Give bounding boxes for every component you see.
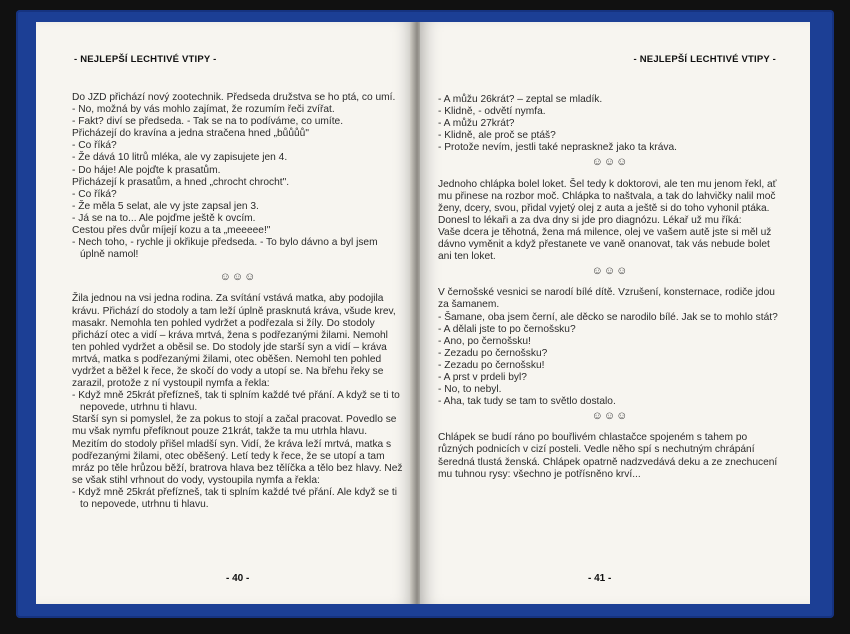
text-line: - No, možná by vás mohlo zajímat, že rozumím řeči zvířat. bbox=[72, 104, 335, 116]
smiley-separator: ☺☺☺ bbox=[591, 410, 629, 423]
left-page bbox=[36, 22, 414, 604]
text-line: - Fakt? diví se předseda. - Tak se na to podíváme, co umíte. bbox=[72, 116, 344, 128]
text-line: - A prst v prdeli byl? bbox=[438, 371, 527, 383]
text-paragraph: Jednoho chlápka bolel loket. Šel tedy k doktorovi, ale ten mu jenom řekl, ať mu přinese na rozbor moč. Chlápka to naštvala, a tak do lahvičky nalil moč ženy, dcery, svou, přidal vyjetý olej z auta a ještě si do toho vyhonil ptáka. Donesl to lékaři a za dva dny si jde pro diagnózu. Lékař už mu říká: bbox=[438, 178, 777, 226]
left-page-text bbox=[72, 92, 404, 511]
text-line: Cestou přes dvůr míjejí kozu a ta „meeeee!" bbox=[72, 225, 271, 237]
right-page-header: - NEJLEPŠÍ LECHTIVÉ VTIPY - bbox=[633, 54, 776, 65]
text-line: - Zezadu po černošsku? bbox=[438, 347, 548, 359]
text-line: - Klidně, - odvětí nymfa. bbox=[438, 106, 546, 118]
text-line: - No, to nebyl. bbox=[438, 384, 502, 396]
text-line: - Že měla 5 selat, ale vy jste zapsal jen 3. bbox=[72, 200, 259, 212]
text-paragraph: Chlápek se budí ráno po bouřlivém chlastačce spojeném s tahem po různých podnicích v cizí posteli. Vedle něho spí s nechutným chrápání šeredná tlustá ženská. Chlápek opatrně nadzvedává deku a ze znechucení mu tuhnou rysy: všechno je potřísněno krví... bbox=[438, 432, 778, 480]
text-paragraph: Žila jednou na vsi jedna rodina. Za svítání vstává matka, aby podojila krávu. Přichází do stodoly a tam leží úplně prasknutá kráva, všude krev, masakr. Nemohla ten pohled vydržet a podřezala si žíly. Do stodoly přichází otec a vidí – kráva mrtvá, žena s podřezanými žilami. Nemohl ten pohled vydržet a oběsil se. Do stodoly jde starší syn a vidí – kráva mrtvá, matka s podřezanými žilami, otec oběšen. Nemohl ten pohled vydržet a běžel k řece, že skočí do vody a utopí se. Na břehu řeky se zarazil, protože z ní vystoupil nymfa a řekla: bbox=[72, 293, 396, 390]
right-page bbox=[420, 22, 810, 604]
text-line: - Zezadu po černošsku! bbox=[438, 359, 545, 371]
text-line: - Když mně 25krát přefízneš, tak ti splním každé tvé přání. Ale když se ti to nepovede, utrhnu ti hlavu. bbox=[72, 486, 398, 510]
text-line: - Klidně, ale proč se ptáš? bbox=[438, 130, 556, 142]
text-line: - Co říká? bbox=[72, 188, 117, 200]
text-line: - Ano, po černošsku! bbox=[438, 335, 531, 347]
text-line: - A můžu 26krát? – zeptal se mladík. bbox=[438, 94, 603, 105]
text-paragraph: Vaše dcera je těhotná, žena má milence, olej ve vašem autě jste si měl už dávno vyměnit a když přestanete ve vaně onanovat, tak vás nebude bolet ani ten loket. bbox=[438, 226, 772, 263]
smiley-separator: ☺☺☺ bbox=[591, 156, 629, 169]
text-line: - Když mně 25krát přefízneš, tak ti splním každé tvé přání. A když se ti to nepovede, utrhnu ti hlavu. bbox=[72, 390, 400, 414]
text-paragraph: Starší syn si pomyslel, že za pokus to stojí a začal pracovat. Povedlo se mu však nymfu přefíknout pouze 21krát, takže ta mu utrhla hlavu. Mezitím do stodoly přišel mladší syn. Vidí, že kráva leží mrtvá, matka s podřezanými žilami, otec oběšený. Letí tedy k řece, že se utopí a tam mráz po těle hrůzou běží, bratrova hlava bez tělíčka a tělo bez hlavy. Než se však stihl vrhnout do vody, vystoupila nymfa a řekla: bbox=[72, 414, 403, 486]
right-page-text bbox=[438, 94, 782, 481]
text-line: - Protože nevím, jestli také neprasknež jako ta kráva. bbox=[438, 142, 677, 154]
left-page-number: - 40 - bbox=[226, 573, 250, 584]
text-line: Přicházejí do kravína a jedna stračena hned „bůůůů" bbox=[72, 128, 309, 140]
smiley-separator: ☺☺☺ bbox=[219, 271, 257, 284]
text-line: Přicházejí k prasatům, a hned „chrocht chrocht". bbox=[72, 176, 290, 188]
text-line: - Aha, tak tudy se tam to světlo dostalo. bbox=[438, 396, 616, 408]
text-line: - Šamane, oba jsem černí, ale děcko se narodilo bílé. Jak se to mohlo stát? bbox=[438, 311, 778, 323]
text-line: - Do háje! Ale pojďte k prasatům. bbox=[72, 164, 221, 176]
text-line: - A dělali jste to po černošsku? bbox=[438, 323, 576, 335]
text-paragraph: V černošské vesnici se narodí bílé dítě. Vzrušení, konsternace, rodiče jdou za šamanem. bbox=[438, 287, 775, 311]
text-line: - Co říká? bbox=[72, 140, 117, 152]
left-page-header: - NEJLEPŠÍ LECHTIVÉ VTIPY - bbox=[74, 54, 217, 65]
text-line: - Že dává 10 litrů mléka, ale vy zapisujete jen 4. bbox=[72, 152, 288, 164]
right-page-number: - 41 - bbox=[588, 573, 612, 584]
text-line: - Já se na to... Ale pojďme ještě k ovcím. bbox=[72, 212, 256, 224]
smiley-separator: ☺☺☺ bbox=[591, 265, 629, 278]
text-line: Do JZD přichází nový zootechnik. Předseda družstva se ho ptá, co umí. bbox=[72, 92, 396, 103]
text-line: - Nech toho, - rychle ji okřikuje předseda. - To bylo dávno a byl jsem úplně namol! bbox=[72, 237, 378, 261]
text-line: - A můžu 27krát? bbox=[438, 118, 515, 130]
